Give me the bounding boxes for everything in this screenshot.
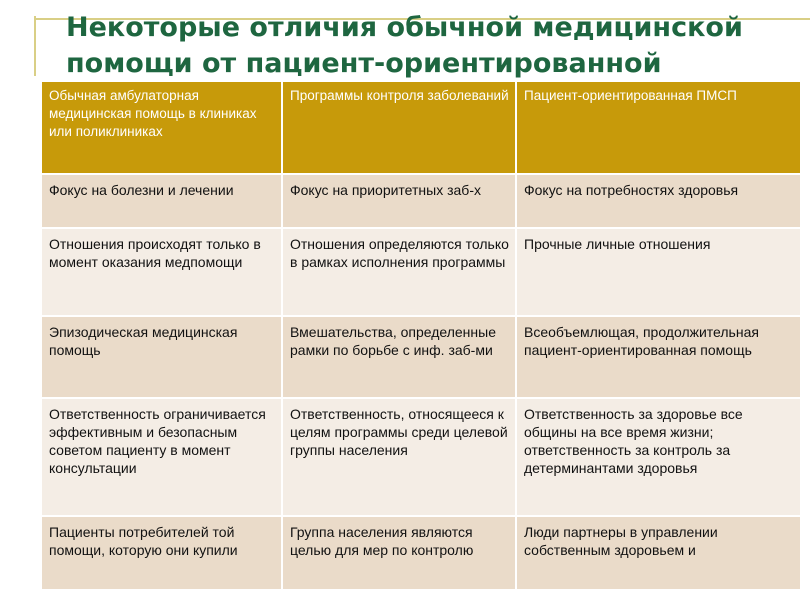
table-cell: Фокус на потребностях здоровья — [516, 174, 801, 228]
table-row — [41, 316, 801, 398]
table-cell: Фокус на болезни и лечении — [41, 174, 282, 228]
table-cell: Отношения определяются только в рамках исполнения программы — [282, 228, 516, 316]
header-patient-centered: Пациент-ориентированная ПМСП — [516, 81, 801, 174]
table-cell: Люди партнеры в управлении собственным здоровьем и — [516, 516, 801, 590]
table-cell: Ответственность ограничивается эффективным и безопасным советом пациенту в момент консультации — [41, 398, 282, 516]
page-title: Некоторые отличия обычной медицинской помощи от пациент-ориентированной — [66, 12, 743, 79]
table-row — [41, 174, 801, 228]
table-cell: Ответственность за здоровье все общины на все время жизни; ответственность за контроль за детерминантами здоровья — [516, 398, 801, 516]
table-row — [41, 516, 801, 590]
table-cell: Отношения происходят только в момент оказания медпомощи — [41, 228, 282, 316]
header-disease-programs: Программы контроля заболеваний — [282, 81, 516, 174]
table-row — [41, 228, 801, 316]
table-cell: Вмешательства, определенные рамки по борьбе с инф. заб-ми — [282, 316, 516, 398]
table-cell: Всеобъемлющая, продолжительная пациент-ориентированная помощь — [516, 316, 801, 398]
table-cell: Прочные личные отношения — [516, 228, 801, 316]
comparison-table — [40, 80, 802, 591]
table-cell: Группа населения являются целью для мер по контролю — [282, 516, 516, 590]
decorative-vertical-line — [34, 16, 36, 76]
table-row — [41, 398, 801, 516]
table-header-row — [41, 81, 801, 174]
table-cell: Ответственность, относящееся к целям программы среди целевой группы населения — [282, 398, 516, 516]
table-cell: Пациенты потребителей той помощи, которую они купили — [41, 516, 282, 590]
table-cell: Эпизодическая медицинская помощь — [41, 316, 282, 398]
table-cell: Фокус на приоритетных заб-х — [282, 174, 516, 228]
header-regular-care: Обычная амбулаторная медицинская помощь в клиниках или поликлиниках — [41, 81, 282, 174]
